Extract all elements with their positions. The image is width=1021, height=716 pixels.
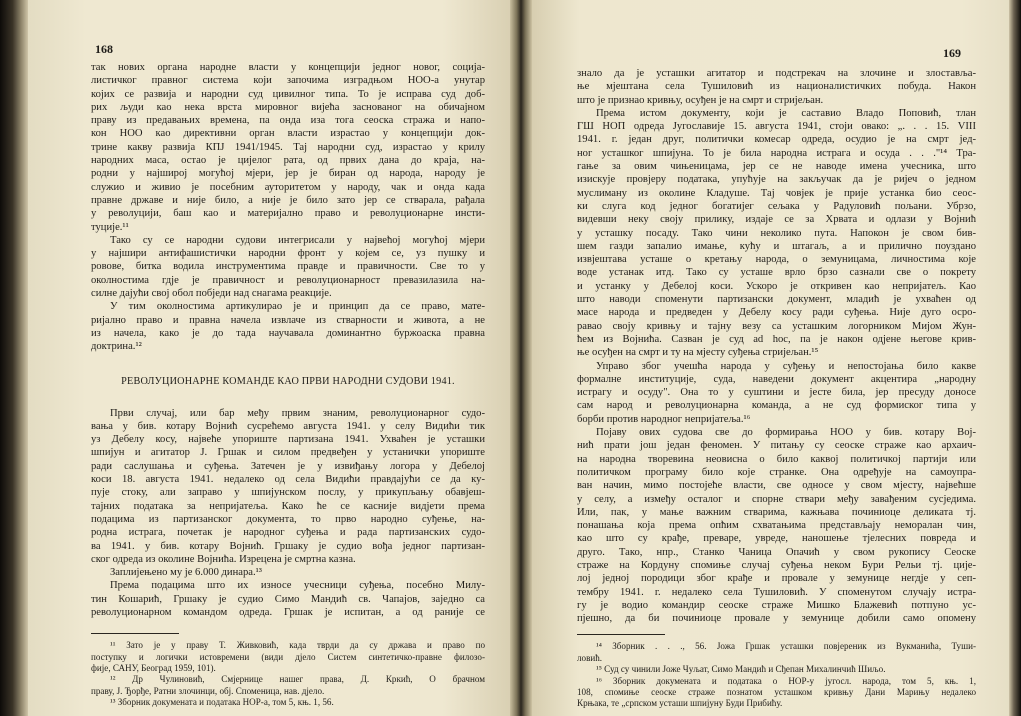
- text-line: Према истом документу, који је саставио Владо Поповић, тлан: [596, 107, 976, 119]
- text-line: ровове, битка водила инструментима правде и правичности. Све то у: [91, 261, 485, 273]
- text-line: трине какву развија КПЈ 1941/1945. Тај народни суд, израстао у крилу: [91, 141, 485, 153]
- text-line: околностима гдје је правичност и револуционарност превазилазила на-: [91, 274, 485, 286]
- text-line: борби против народног непријатеља.¹⁶: [577, 413, 751, 425]
- text-line: пјешно, да би починиоце провале у земуницe добили само опомену: [577, 613, 976, 625]
- text-line: видевши неку своју прилику, издаје се за Хрвата и одлази у Војнић: [577, 214, 976, 226]
- footnote-line: 108, спомиње сеоске страже познатом усташком кривњу Дани Марињу недалеко: [577, 687, 976, 698]
- text-line: шем газди запалио имање, кућу и штагаљ, а и прилично поуздано: [577, 240, 976, 252]
- text-line: родни у најширој могућој мјери, јер је биран од народа, народу је: [91, 168, 485, 180]
- text-line: понашања која према опћим схватањима представљају неморалан чин,: [577, 520, 976, 532]
- text-line: Према подацима што их износе учесници суђења, посебно Милу-: [110, 580, 485, 592]
- text-line: ње мјештана села Тушиловић из националистичких побуда. Након: [577, 81, 976, 93]
- text-line: формалне институције, суда, наведени документ акцентира „народну: [577, 373, 976, 385]
- text-line: што је признао кривњу, осуђен је на смрт и стријељан.: [577, 94, 824, 106]
- text-line: муслиману из околине Кладуше. Тај човјек је прије устанка био сеос-: [577, 187, 976, 199]
- text-line: так нових органа народне власти у концепцији једног новог, соција-: [91, 62, 485, 73]
- paragraph: [577, 107, 976, 360]
- text-line: изискује провјеру података, упућује на закључак да је ријеч о једном: [577, 174, 976, 186]
- book-spine: [510, 0, 532, 716]
- footnotes: [577, 641, 976, 709]
- left-text-column: [91, 61, 485, 709]
- footnote-line: поступку и логички истовремени (види дјело Систем синтетичко-правне филозо-: [91, 651, 485, 662]
- text-line: којих се развија и народни суд цивилног типа. То је исправа суд доб-: [91, 88, 485, 100]
- text-line: ва 1941. у бив. котару Војнић. Гршаку је судио вођа једног партизан-: [91, 540, 485, 552]
- paragraph: [91, 300, 485, 353]
- text-line: Појаву ових судова све до формирања НОО у бив. котару Вој-: [596, 427, 976, 439]
- footnote-line: ¹³ Зборник докумената и података НОР-а, том 5, књ. 1, 56.: [110, 697, 334, 708]
- text-line: страже на Кордуну спомиње случај суђења неком Бури Рельи тј. ције-: [577, 559, 976, 571]
- text-line: друго. Тако, нпр., Станко Чаница Опачић у свом рукопису Сеоске: [577, 546, 976, 558]
- text-line: У тим околностима артикулирао је и принцип да се право, мате-: [110, 301, 485, 313]
- paragraph: [91, 566, 485, 579]
- text-line: истрагу и осуду". Она то у суштини и јесте била, јер пресуду доносе: [577, 387, 976, 399]
- text-line: родна истрага, почетак је народног суђења и рада партизанских судо-: [91, 527, 485, 539]
- text-line: ње осуђен на смрт и ту на мјесту суђења стријељан.¹⁵: [577, 347, 819, 359]
- footnote-line: ¹⁴ Зборник . . ., 56. Јожа Гршак усташки повјереник из Вукманића, Туши-: [596, 641, 976, 652]
- text-line: вања у бив. котару Војнић сусрећемо августа 1941. у селу Видићи тик: [91, 420, 485, 432]
- text-line: рих људи као нека врста мировног вијећа заснованог на обичајном: [91, 101, 485, 113]
- left-page: [28, 0, 510, 716]
- text-line: у усташку посаду. Тако чини неколико пута. Напокон је свом бив-: [577, 227, 976, 239]
- text-line: служио и живио је посебним ауторитетом у народу, чак и онда када: [91, 181, 485, 193]
- text-line: народних маса, остао је цијелог рата, од првих дана до краја, на-: [91, 155, 485, 167]
- text-line: правне државе и није било, а није је било зато јер се стварала, рађала: [91, 194, 485, 206]
- text-line: револуционарном командом одреда. Гршак је испитан, а од раније се: [91, 606, 485, 618]
- footnote-divider: [91, 633, 179, 634]
- text-line: праву из предавањих времена, па онда иза тога сеоска стража и напо-: [91, 115, 485, 127]
- footnote-line: фије, САНУ, Београд 1959, 101).: [91, 663, 216, 674]
- text-line: гу је водио командир сеоске страже Мишко Блажевић потпуно ус-: [577, 599, 976, 611]
- text-line: тембру 1941. г. недалеко села Тушиловић. У споменутом случају истра-: [577, 586, 976, 598]
- text-line: кон НОО као директивни орган власти израстао у концепцији док-: [91, 128, 485, 140]
- footnote-line: ¹² Др Чулиновић, Смјернице нашег права, Д. Кркић, О брачном: [110, 674, 485, 685]
- text-line: у најшири антифашистички народни фронт у којем се, уз пушку и: [91, 248, 485, 260]
- text-line: Управо због учешћа народа у суђењу и непостојања било какве: [596, 360, 976, 372]
- text-line: знало да је усташки агитатор и подстрекач на злочине и злоставља-: [577, 68, 976, 79]
- text-line: Први случај, или бар међу првим знаним, револуционарног судо-: [110, 407, 485, 419]
- footnote-line: ¹¹ Зато је у праву Т. Живковић, када тврди да су држава и право по: [110, 640, 485, 651]
- footnotes: [91, 640, 485, 708]
- text-line: извјештава усташе о кретању народа, о земуницама, личностима које: [577, 254, 976, 266]
- paragraph: [91, 579, 485, 619]
- paragraph: [91, 407, 485, 567]
- text-line: нић прати још један феномен. У питању су сеоске страже као архаич-: [577, 440, 976, 452]
- footnote-line: праву, Ј. Ђорђе, Ратни злочинци, обј. Споменица, нав. дјело.: [91, 685, 325, 696]
- text-line: тин Кошарић, Гршаку је судио Симо Мандић св. Чапајов, заједно са: [91, 593, 485, 605]
- text-line: гање за овим чињеницама, јер се не наводе имена учесника, што: [577, 161, 976, 173]
- page-number: 168: [95, 42, 113, 56]
- text-line: ћем из Војнића. Сазван је суд ad hoc, па је након одјене његове крив-: [577, 333, 976, 345]
- text-line: Тако су се народни судови интегрисали у највећој могућој мјери: [110, 234, 485, 246]
- page-number: 169: [943, 46, 961, 60]
- text-line: и устанку у Дебелој коси. Ускоро је откривен као непријатељ. Као: [577, 280, 976, 292]
- text-line: у револуцији, баш као и материјално право и револуционарне инсти-: [91, 208, 485, 220]
- paragraph: [91, 61, 485, 234]
- text-line: ван начин, мимо постојеће власти, све односе у свом мјесту, највећше: [577, 480, 976, 492]
- paragraph: [577, 426, 976, 625]
- paragraph: [91, 234, 485, 300]
- right-page: [532, 0, 1009, 716]
- text-line: 1941. г. један друг, политички комесар одреда, осудио је на смрт јед-: [577, 134, 976, 146]
- left-page-fore-edge: [0, 0, 28, 716]
- text-line: тајних података за непријатеља. Како ће се касније видјети према: [91, 500, 485, 512]
- text-line: коси 18. августа 1941. недалеко од села Видићи правдајући се да ку-: [91, 474, 485, 486]
- text-line: ријално право и правна начела извлаче из стварности и живота, а не: [91, 314, 485, 326]
- text-line: доктрина.¹²: [91, 341, 142, 353]
- text-line: ради саслушања и суђења. Затечен је у извиђању логора у Дебелој: [91, 460, 485, 472]
- text-line: силне дајући свој обол побједи над снагама реакције.: [91, 288, 332, 300]
- text-line: ног усташког шпијуна. То је била народна истрага и осуда . . ."¹⁴ Тра-: [577, 147, 976, 159]
- footnote-line: ловић.: [577, 652, 603, 663]
- text-line: на народна творевина неовисна о било каквој политичкој партији или: [577, 453, 976, 465]
- text-line: лој једној породици због крађе и провале у земуницe негдје у сеп-: [577, 573, 976, 585]
- text-line: туције.¹¹: [91, 221, 129, 233]
- text-line: листичког правног система који започима изградњом НОО-а унутар: [91, 75, 485, 87]
- paragraph: [577, 67, 976, 107]
- text-line: ГШ НОП одреда Југославије 15. августа 1941, стоји овако: „. . . 15. VIII: [577, 121, 976, 133]
- text-line: раваo своју кривњу и тајну везу са усташким логорником Мијом Жун-: [577, 320, 976, 332]
- text-line: уз Дебелу косу, највеће упориште партизана 1941. Ухваћен је усташки: [91, 434, 485, 446]
- right-page-fore-edge: [1009, 0, 1021, 716]
- text-line: масе народа и предведен у Дебелу косу ради суђења. Није дуго осро-: [577, 307, 976, 319]
- text-line: у селу, а између осталог и спорне ствари међу завађеним сусједима.: [577, 493, 976, 505]
- text-line: Или, пак, у мање важним стварима, кажњава починиоце деликата тј.: [577, 506, 976, 518]
- text-line: што наводи споменути партизански документ, младић је ухваћен од: [577, 294, 976, 306]
- footnote-line: ¹⁶ Зборник докумената и података о НОР-у југосл. народа, том 5, књ. 1,: [596, 675, 976, 686]
- text-line: сам народ и револуционарна команда, а не суд формиског типа у: [577, 400, 976, 412]
- text-line: шпијун и агитатор Ј. Гршак и силом предвеђен у устанички упориште: [91, 447, 485, 459]
- right-text-column: [577, 67, 976, 710]
- text-line: политичком програму било које странке. Она одређује на самоупра-: [577, 466, 976, 478]
- text-line: као што су крађе, преваре, увреде, наношење тјелесних повреда и: [577, 533, 976, 545]
- text-line: ског одреда из околине Војнића. Изрецена је смртна казна.: [91, 553, 356, 565]
- text-line: Заплијењено му је 6.000 динара.¹³: [110, 567, 262, 579]
- text-line: из начела, како је до тада научавала доминантно буржоаска правна: [91, 327, 485, 339]
- text-line: подацима из партизанског документа, то прво народно суђење, на-: [91, 513, 485, 525]
- paragraph: [577, 360, 976, 426]
- text-line: воде устанак итд. Тако су усташе врло брзо сазнали све о покрету: [577, 267, 976, 279]
- footnote-line: ¹⁵ Суд су чинили Јоже Чуљат, Симо Мандић и Сђепан Михалинчић Шиљо.: [596, 664, 886, 675]
- section-heading: РЕВОЛУЦИОНАРНЕ КОМАНДЕ КАО ПРВИ НАРОДНИ СУДОВИ 1941.: [121, 375, 455, 387]
- footnote-divider: [577, 634, 665, 635]
- footnote-line: Крњака, те „српском усташи шпијуну Буди Прибићу.: [577, 698, 783, 709]
- text-line: ки слуга код једног богатијег сељака у Радуловић пољани. Убрзо,: [577, 200, 976, 212]
- text-line: пује стоку, али заправо у шпијунском послу, у прикупљању обавјеш-: [91, 487, 485, 499]
